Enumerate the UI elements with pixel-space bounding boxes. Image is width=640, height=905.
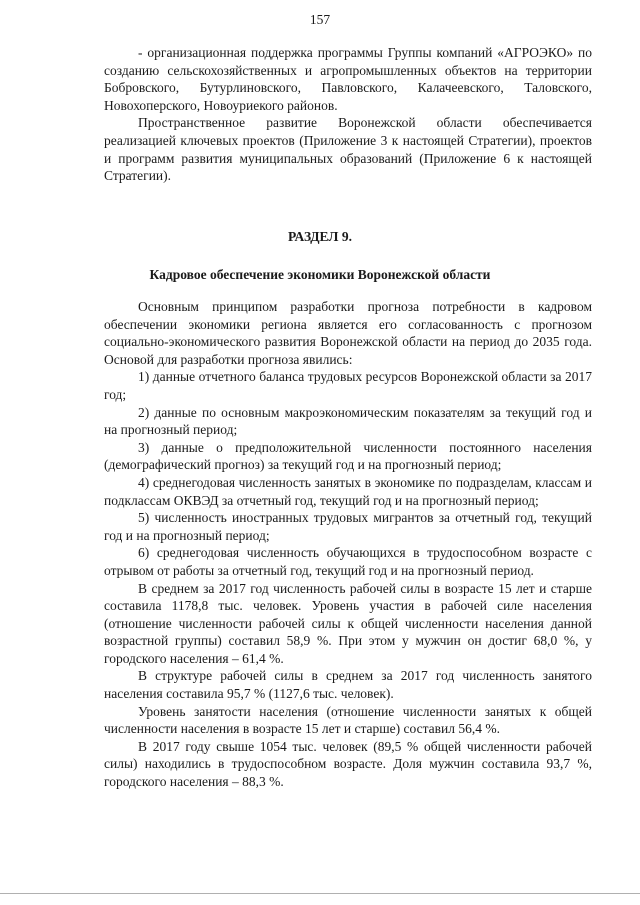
- body-paragraph: Уровень занятости населения (отношение численности занятых к общей численности населения в возрасте 15 лет и старше) составил 56,4 %.: [104, 703, 592, 737]
- list-item: 4) среднегодовая численность занятых в экономике по подразделам, классам и подклассам ОКВЭД за отчетный год, текущий год и на прогнозный период;: [104, 474, 592, 508]
- list-item: 5) численность иностранных трудовых мигрантов за отчетный год, текущий год и на прогнозный период;: [104, 510, 592, 543]
- intro-paragraph: - организационная поддержка программы Группы компаний «АГРОЭКО» по созданию сельскохозяйственных и агропромышленных объектов на территории Бобровского, Бутурлиновского, Павловского, Калачеевского, Таловского, Новохоперского, Новоуриекого районов.: [104, 45, 592, 113]
- list-item: 1) данные отчетного баланса трудовых ресурсов Воронежской области за 2017 год;: [104, 369, 592, 402]
- section-subtitle: Кадровое обеспечение экономики Воронежской области: [149, 267, 491, 282]
- body-paragraph: Основным принципом разработки прогноза потребности в кадровом обеспечении экономики региона является его согласованность с прогнозом социально-экономического развития Воронежской области на период до 2035 года. Основой для разработки прогноза явились:: [104, 299, 592, 367]
- body-paragraph: В структуре рабочей силы в среднем за 2017 год численность занятого населения составила 95,7 % (1127,6 тыс. человек).: [104, 668, 592, 702]
- page-number: 157: [309, 12, 331, 27]
- section-title: РАЗДЕЛ 9.: [288, 229, 352, 244]
- list-item: 6) среднегодовая численность обучающихся в трудоспособном возрасте с отрывом от работы за отчетный год, текущий год и на прогнозный период.: [104, 545, 592, 578]
- list-item: 2) данные по основным макроэкономическим показателям за текущий год и на прогнозный период;: [104, 404, 592, 438]
- intro-block: [104, 44, 592, 185]
- bottom-rule: [0, 893, 640, 894]
- body-paragraph: В 2017 году свыше 1054 тыс. человек (89,5 % общей численности рабочей силы) находились в трудоспособном возрасте. Доля мужчин составила 93,7 %, городского населения – 88,3 %.: [104, 738, 592, 790]
- body-paragraph: В среднем за 2017 год численность рабочей силы в возрасте 15 лет и старше составила 1178,8 тыс. человек. Уровень участия в рабочей силе населения (отношение численности рабочей силы к общей численности населения данной возрастной группы) составил 58,9 %. При этом у мужчин он достиг 68,0 %, у городского населения – 61,4 %.: [104, 580, 592, 666]
- intro-paragraph: Пространственное развитие Воронежской области обеспечивается реализацией ключевых проектов (Приложение 3 к настоящей Стратегии), проектов и программ развития муниципальных образований (Приложение 6 к настоящей Стратегии).: [104, 115, 592, 184]
- body-block: [104, 298, 592, 791]
- list-item: 3) данные о предположительной численности постоянного населения (демографический прогноз) за текущий год и на прогнозный период;: [104, 439, 592, 473]
